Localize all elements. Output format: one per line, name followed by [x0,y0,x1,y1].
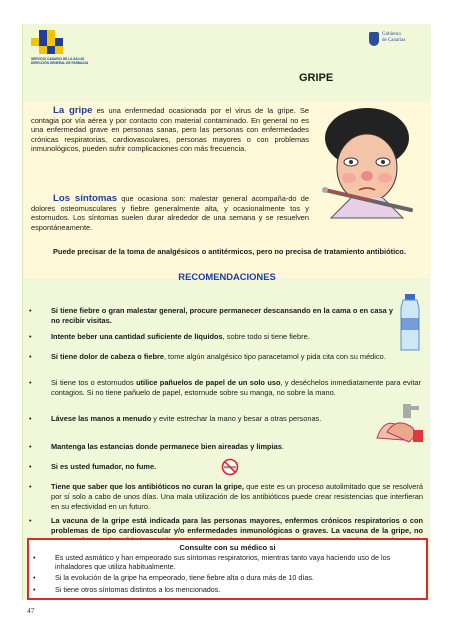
consult-title: Consulte con su médico si [179,543,276,552]
intro-section [23,102,431,278]
sick-person-illustration [311,106,423,224]
hand-washing-illustration [373,402,425,444]
consult-box: Consulte con su médico si • Es usted asmático y han empeorado sus síntomas respiratorios, mientras tanto vaya haciendo uso de los inhaladores que utiliza habitualmente. • Si la evolución de la gripe ha empeorado, tiene fiebre alta o dura más de 10 días. • Si tiene otros síntomas distintos a los mencionados. [27,538,428,600]
water-bottle-illustration [395,294,425,352]
page-title: GRIPE [299,72,334,84]
intro-paragraph-gripe: La gripe es una enfermedad ocasionada por el virus de la gripe. Se contagia por vía aérea y por contacto con material contaminado. En general no es una enfermedad grave en personas sanas, pero las personas con enfermedades crónicas respiratorias, cardiovasculares, personas mayores o con problemas inmunológicos, pueden sufrir complicaciones con más frecuencia. [31,105,309,154]
gobierno-logo-text: Gobierno de Canarias [382,32,406,43]
recommendations-title: RECOMENDACIONES [178,271,276,282]
header [23,24,431,100]
no-smoking-icon [221,458,239,476]
page-number: 47 [27,606,35,615]
keyword-la-gripe: La gripe [53,105,93,116]
intro-paragraph-treatment: Puede precisar de la toma de analgésicos o antitérmicos, pero no precisa de tratamiento antibiótico. [53,247,406,256]
intro-paragraph-sintomas: Los síntomas que ocasiona son: malestar general acompaña-do de dolores osteomusculares y fiebre generalmente alta, y ocasionalmente tos y estornudos. Los síntomas suelen durar alrededor de una semana y se resuelven espontáneamente. [31,193,309,232]
page: SERVICIO CANARIO DE LA SALUD DIRECCIÓN GENERAL DE FARMACIA Gobierno de Canarias GRIPE La gripe es una enfermedad ocasionada por el virus de la gripe. Se contagia por vía aérea y por contacto con material contaminado. En general no es una enfermedad grave en personas sanas, pero las personas con enfermedades crónicas respiratorias, cardiovasculares, personas mayores o con problemas inmunológicos, pueden sufrir complicaciones con más frecuencia. Los síntomas que ocasiona son: malestar general acompaña-do de dolores osteomusculares y fiebre generalmente alta, y ocasionalmente tos y estornudos. Los síntomas suelen durar alrededor de una semana y se resuelven espontáneamente. Puede precisar de la toma de analgésicos o antitérmicos, pero no precisa de tratamiento antibiótico. RECOMENDACIONES • Si tiene fiebre o gran malestar general, procure permanecer descansando en la cama o en casa y no recibir visitas. • Intente beber una cantidad suficiente de líquidos, sobre todo si tiene fiebre. • Si tiene dolor de cabeza o fiebre, tome algún analgésico tipo paracetamol y pida cita con su médico. • Si tiene tos o estornudos utilice pañuelos de papel de un solo uso, y deséchelos inmediatamente para evitar contagios. Si no tiene pañuelo de papel, estornude sobre su manga, no sobre la mano. • Lávese las manos a menudo y evite estrechar la mano y besar a otras personas. • Mantenga las estancias donde permanece bien aireadas y limpias. • Si es usted fumador, no fume. • Tiene que saber que los antibióticos no curan la gripe, que este es un proceso autolimitado que se resolverá por sí solo a cabo de unos días. Una mala utilización de los antibióticos puede crear resistencias que interfieran en su efectividad en un futuro. • La vacuna de la gripe está indicada para las personas mayores, enfermos crónicos respiratorios o con problemas de tipo cardiovascular y/o enfermedades inmunológicas o graves. La vacuna de la gripe, no Consulte con su médico si • Es usted asmático y han empeorado sus síntomas respiratorios, mientras tanto vaya haciendo uso de los inhaladores que utiliza habitualmente. • Si la evolución de la gripe ha empeorado, tiene fiebre alta o dura más de 10 días. • Si tiene otros síntomas distintos a los mencionados. [22,24,430,600]
keyword-los-sintomas: Los síntomas [53,193,118,204]
crest-icon [369,32,379,46]
scs-org-name: SERVICIO CANARIO DE LA SALUD DIRECCIÓN GENERAL DE FARMACIA [31,57,89,65]
scs-logo [31,30,71,56]
